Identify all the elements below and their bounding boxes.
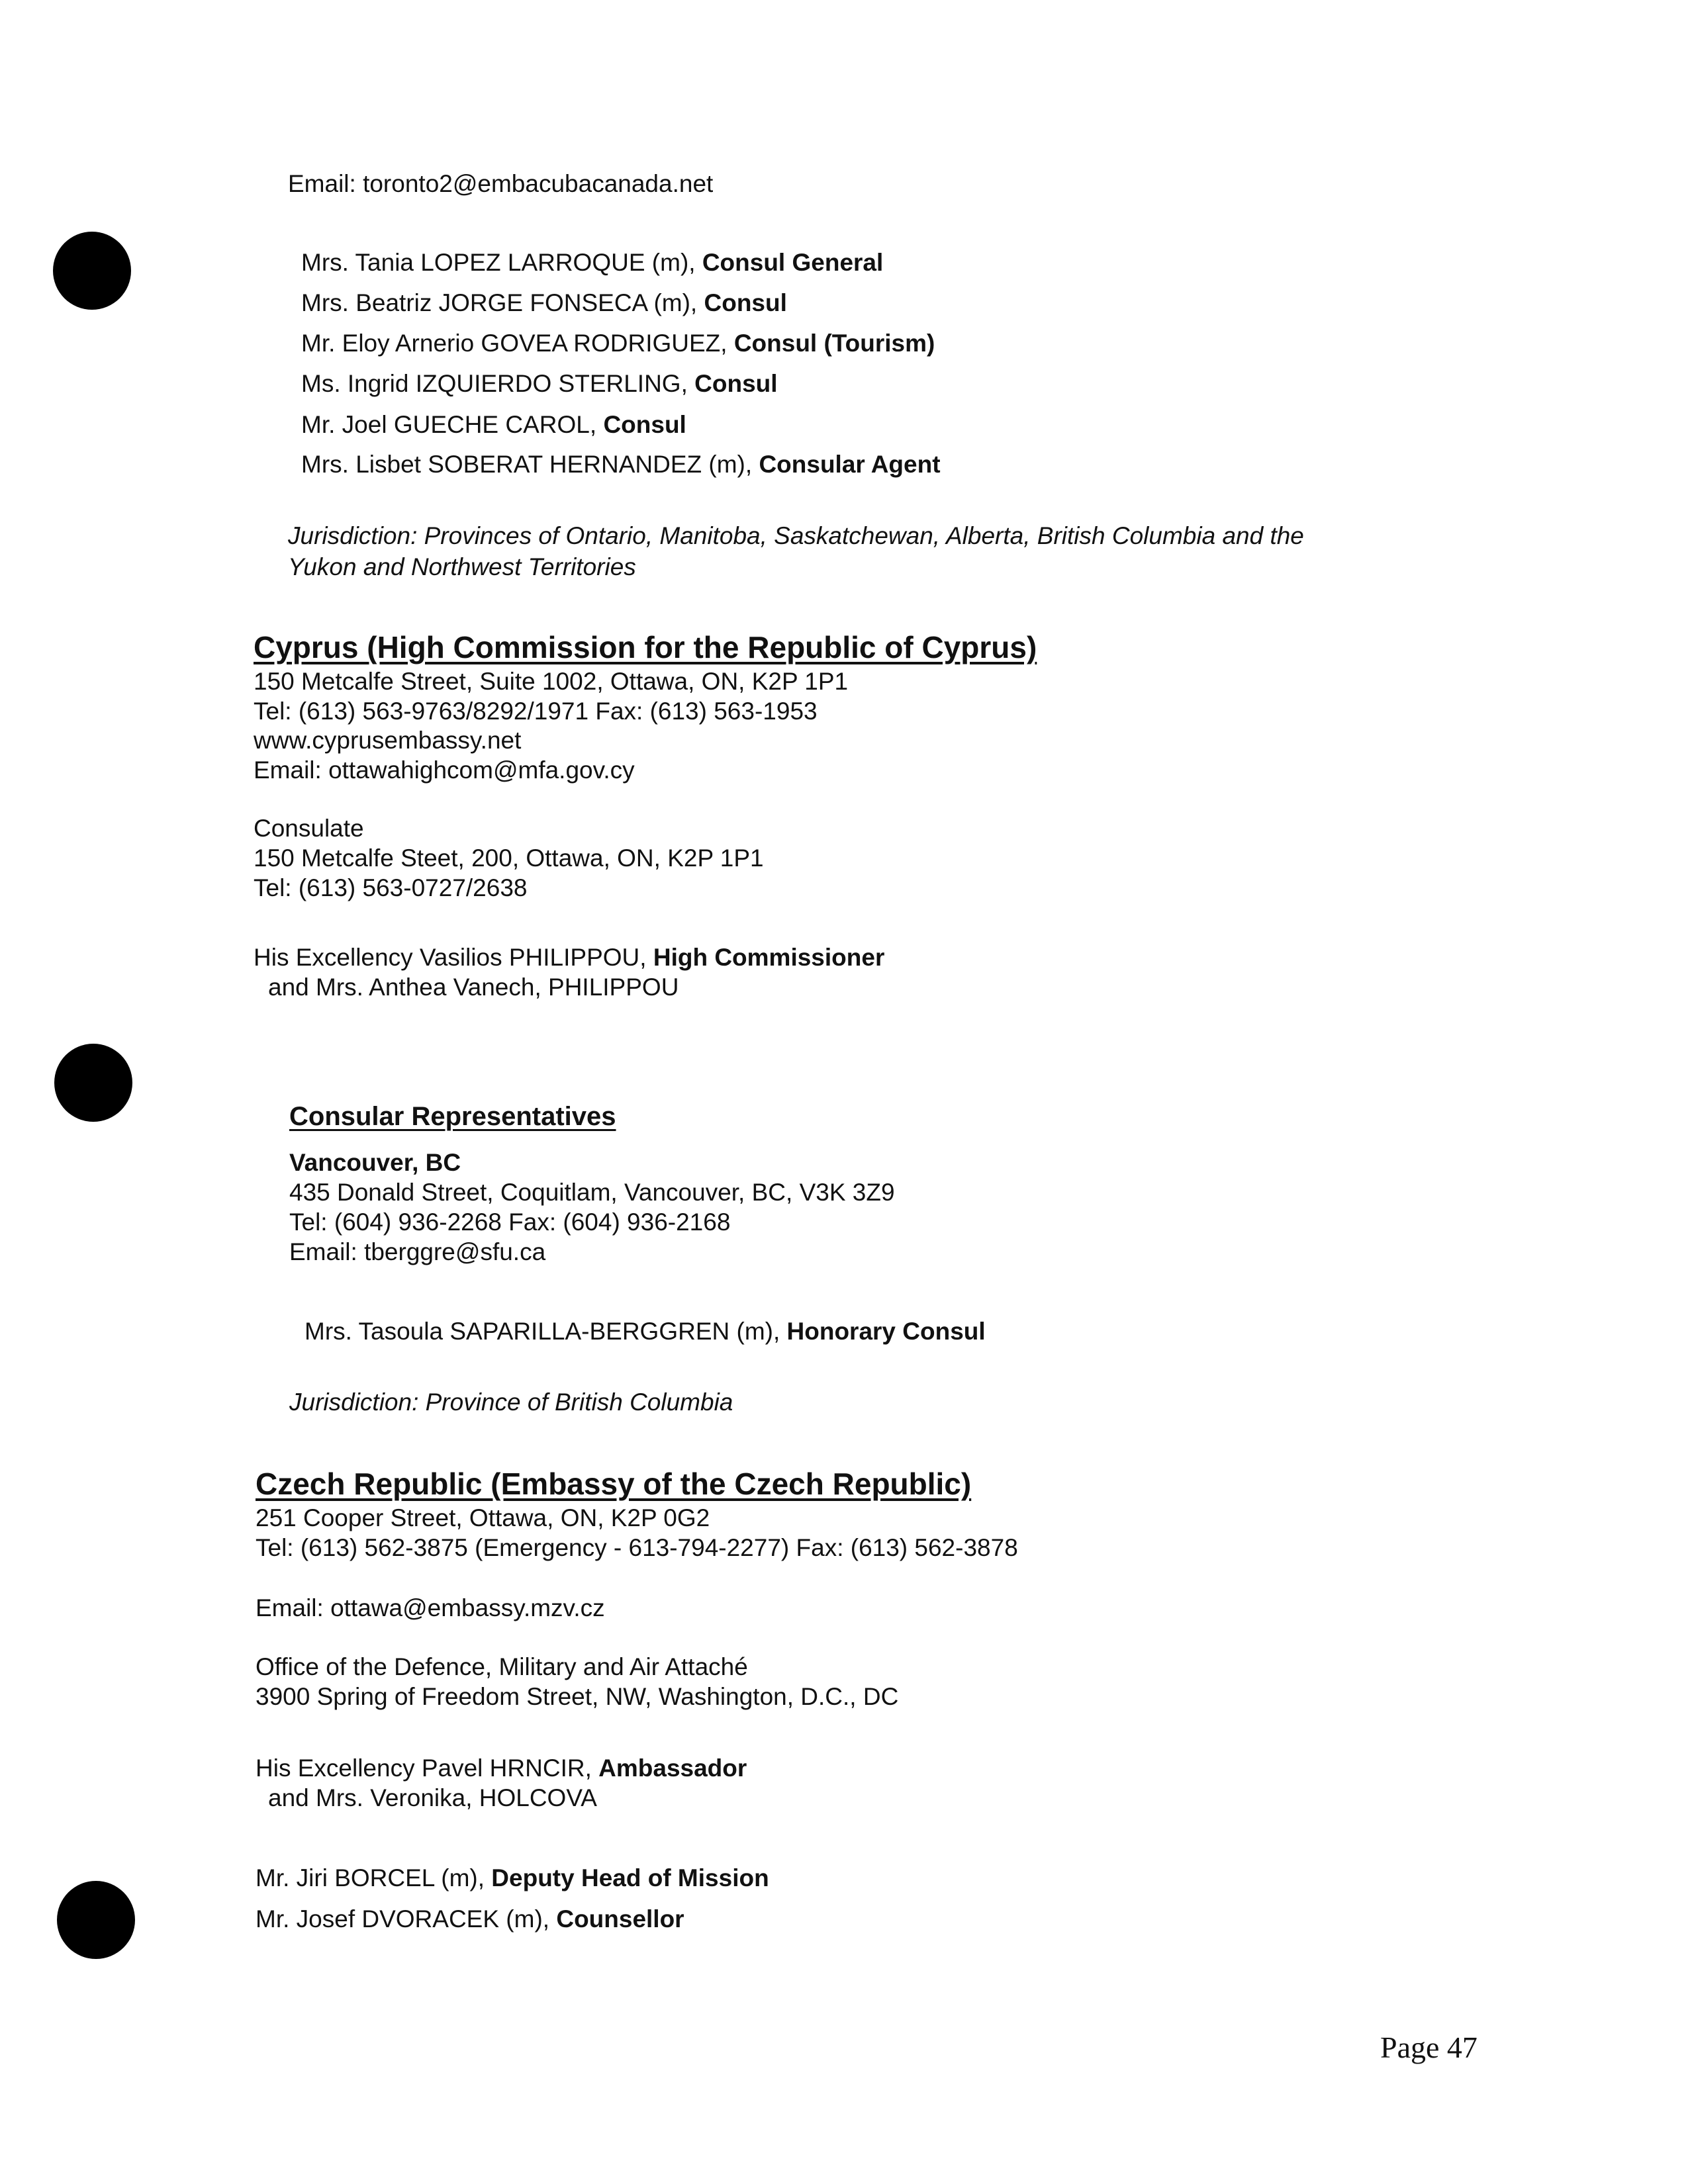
staff-line [256, 1905, 684, 1934]
staff-title: Consular Agent [759, 451, 941, 478]
cyprus-address: 150 Metcalfe Street, Suite 1002, Ottawa, ON, K2P 1P1 [254, 668, 849, 695]
cyprus-tel: Tel: (613) 563-9763/8292/1971 Fax: (613) 563-1953 [254, 698, 818, 725]
consular-email: Email: tberggre@sfu.ca [289, 1238, 546, 1265]
staff-name: Mr. Joel GUECHE CAROL, [301, 411, 604, 438]
head-of-mission [256, 1754, 747, 1783]
head-title: Ambassador [598, 1754, 747, 1782]
spouse-line: and Mrs. Anthea Vanech, PHILIPPOU [268, 974, 679, 1001]
staff-name: Mr. Eloy Arnerio GOVEA RODRIGUEZ, [301, 330, 734, 357]
czech-address: 251 Cooper Street, Ottawa, ON, K2P 0G2 [256, 1504, 710, 1531]
section-heading-czech: Czech Republic (Embassy of the Czech Republic) [256, 1467, 972, 1501]
section-heading-cyprus: Cyprus (High Commission for the Republic of Cyprus) [254, 630, 1037, 664]
staff-title: Consul [603, 411, 686, 438]
staff-line [301, 410, 686, 439]
czech-email: Email: ottawa@embassy.mzv.cz [256, 1594, 605, 1621]
staff-name: Mrs. Lisbet SOBERAT HERNANDEZ (m), [301, 451, 759, 478]
consulate-label: Consulate [254, 815, 364, 842]
attache-office: Office of the Defence, Military and Air Attaché [256, 1653, 748, 1680]
consulate-tel: Tel: (613) 563-0727/2638 [254, 874, 528, 901]
attache-address: 3900 Spring of Freedom Street, NW, Washington, D.C., DC [256, 1683, 899, 1710]
head-name: His Excellency Pavel HRNCIR, [256, 1754, 599, 1782]
staff-title: Consul [694, 370, 778, 397]
honorary-consul-line [305, 1317, 986, 1346]
czech-tel: Tel: (613) 562-3875 (Emergency - 613-794-2277) Fax: (613) 562-3878 [256, 1534, 1018, 1561]
consular-address: 435 Donald Street, Coquitlam, Vancouver, BC, V3K 3Z9 [289, 1179, 895, 1206]
staff-title: Consul [704, 289, 787, 316]
staff-name: Ms. Ingrid IZQUIERDO STERLING, [301, 370, 695, 397]
staff-line [301, 289, 787, 318]
staff-title: Counsellor [556, 1905, 684, 1933]
staff-title: Deputy Head of Mission [491, 1864, 769, 1891]
staff-name: Mr. Jiri BORCEL (m), [256, 1864, 492, 1891]
rep-title: Honorary Consul [786, 1318, 986, 1345]
rep-name: Mrs. Tasoula SAPARILLA-BERGGREN (m), [305, 1318, 787, 1345]
binder-hole-bottom [57, 1881, 135, 1959]
staff-title: Consul General [702, 249, 884, 276]
staff-line [256, 1864, 769, 1893]
consulate-address: 150 Metcalfe Steet, 200, Ottawa, ON, K2P 1P1 [254, 844, 764, 872]
staff-line [301, 248, 883, 277]
head-name: His Excellency Vasilios PHILIPPOU, [254, 944, 653, 971]
spouse-line: and Mrs. Veronika, HOLCOVA [268, 1784, 597, 1811]
page-number: Page 47 [1380, 2030, 1477, 2064]
toronto-email: Email: toronto2@embacubacanada.net [288, 170, 714, 197]
consular-jurisdiction: Jurisdiction: Province of British Columbia [289, 1388, 733, 1416]
staff-name: Mr. Josef DVORACEK (m), [256, 1905, 557, 1933]
staff-line [301, 329, 935, 358]
head-of-mission [254, 943, 884, 972]
cyprus-website: www.cyprusembassy.net [254, 727, 522, 754]
binder-hole-top [53, 232, 131, 310]
head-title: High Commissioner [653, 944, 885, 971]
staff-title: Consul (Tourism) [733, 330, 935, 357]
staff-line [301, 450, 941, 479]
staff-name: Mrs. Tania LOPEZ LARROQUE (m), [301, 249, 702, 276]
consular-city: Vancouver, BC [289, 1149, 461, 1176]
consular-representatives-heading: Consular Representatives [289, 1102, 616, 1131]
binder-hole-middle [54, 1044, 132, 1122]
staff-line [301, 369, 778, 398]
jurisdiction-text: Jurisdiction: Provinces of Ontario, Manitoba, Saskatchewan, Alberta, British Columbia and the [288, 522, 1304, 549]
consular-tel: Tel: (604) 936-2268 Fax: (604) 936-2168 [289, 1208, 731, 1236]
jurisdiction-text: Yukon and Northwest Territories [288, 553, 636, 580]
cyprus-email: Email: ottawahighcom@mfa.gov.cy [254, 756, 635, 784]
staff-name: Mrs. Beatriz JORGE FONSECA (m), [301, 289, 704, 316]
